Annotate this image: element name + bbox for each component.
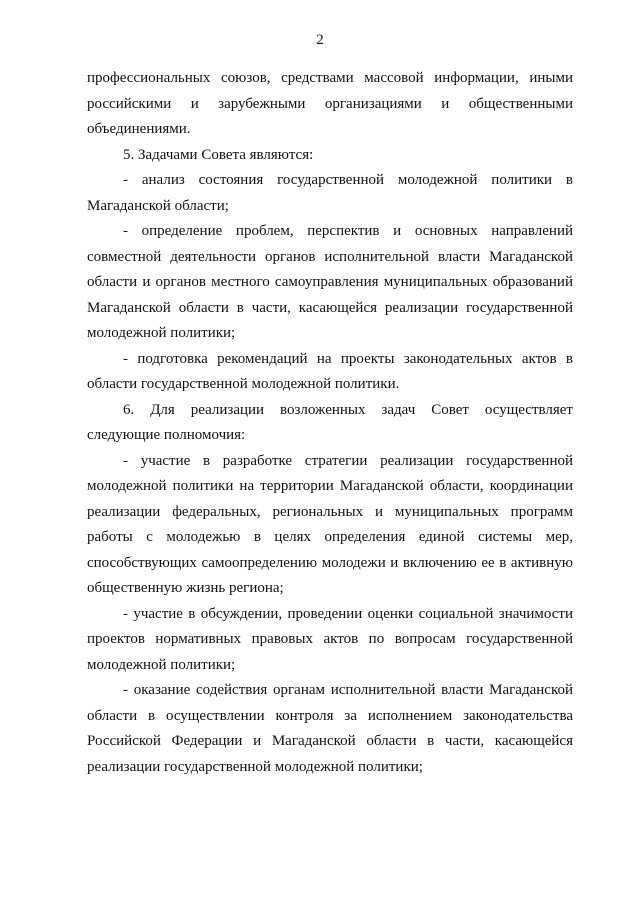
paragraph-clause-6-heading: 6. Для реализации возложенных задач Совет осуществляет следующие полномочия:: [87, 401, 573, 443]
paragraph-power-control: - оказание содействия органам исполнительной власти Магаданской области в осуществлении контроля за исполнением законодательства Российской Федерации и Магаданской области в части, касающейся реализации государственной молодежной политики;: [87, 682, 573, 775]
paragraph-task-problems: - определение проблем, перспектив и основных направлений совместной деятельности органов исполнительной власти Магаданской области и органов местного самоуправления муниципальных образований Магаданской области в части, касающейся реализации государственной молодежной политики;: [87, 223, 573, 341]
paragraph-continuation: профессиональных союзов, средствами массовой информации, иными российскими и зарубежными организациями и общественными объединениями.: [87, 70, 573, 137]
paragraph-power-strategy: - участие в разработке стратегии реализации государственной молодежной политики на территории Магаданской области, координации реализации федеральных, региональных и муниципальных программ работы с молодежью в целях определения единой системы мер, способствующих самоопределению молодежи и включению ее в активную общественную жизнь региона;: [87, 452, 573, 596]
paragraph-task-recommendations: - подготовка рекомендаций на проекты законодательных актов в области государственной молодежной политики.: [87, 350, 573, 392]
paragraph-clause-5-heading: 5. Задачами Совета являются:: [123, 146, 314, 163]
page-number: 2: [316, 32, 324, 48]
paragraph-power-discussion: - участие в обсуждении, проведении оценки социальной значимости проектов нормативных правовых актов по вопросам государственной молодежной политики;: [87, 605, 573, 673]
paragraph-task-analysis: - анализ состояния государственной молодежной политики в Магаданской области;: [87, 172, 573, 214]
document-body: [87, 66, 573, 780]
